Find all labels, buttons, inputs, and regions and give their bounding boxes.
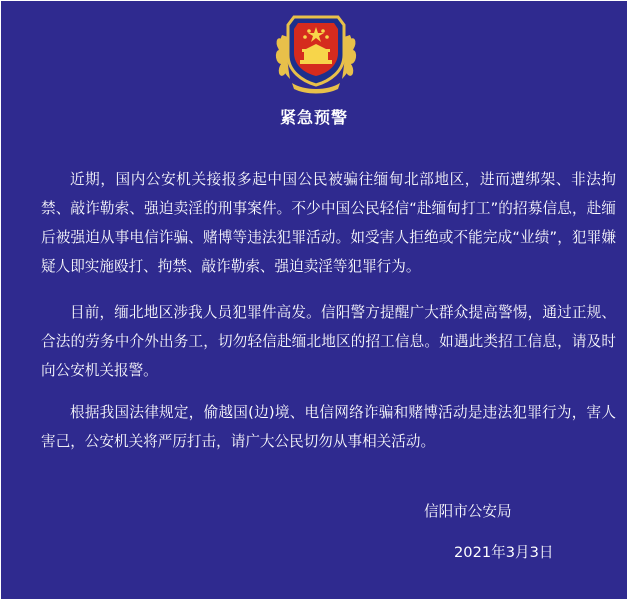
notice-title: 紧急预警: [279, 108, 348, 127]
issue-date: 2021年3月3日: [454, 544, 554, 561]
warning-notice-poster: [1, 1, 627, 599]
notice-paragraph-3: 根据我国法律规定，偷越国(边)境、电信网络诈骗和赌博活动是违法犯罪行为，害人害己，公安机关将严厉打击，请广大公民切勿从事相关活动。: [41, 404, 616, 450]
police-emblem-icon: [268, 5, 364, 97]
notice-paragraph-2: 目前，缅北地区涉我人员犯罪件高发。信阳警方提醒广大群众提高警惕，通过正规、合法的劳务中介外出务工，切勿轻信赴缅北地区的招工信息。如遇此类招工信息，请及时向公安机关报警。: [41, 304, 616, 379]
notice-paragraph-1: 近期，国内公安机关接报多起中国公民被骗往缅甸北部地区，进而遭绑架、非法拘禁、敲诈勒索、强迫卖淫的刑事案件。不少中国公民轻信“赴缅甸打工”的招募信息，赴缅后被强迫从事电信诈骗、赌博等违法犯罪活动。如受害人拒绝或不能完成“业绩”，犯罪嫌疑人即实施殴打、拘禁、敲诈勒索、强迫卖淫等犯罪行为。: [41, 171, 616, 275]
issuer-signature: 信阳市公安局: [424, 503, 512, 520]
